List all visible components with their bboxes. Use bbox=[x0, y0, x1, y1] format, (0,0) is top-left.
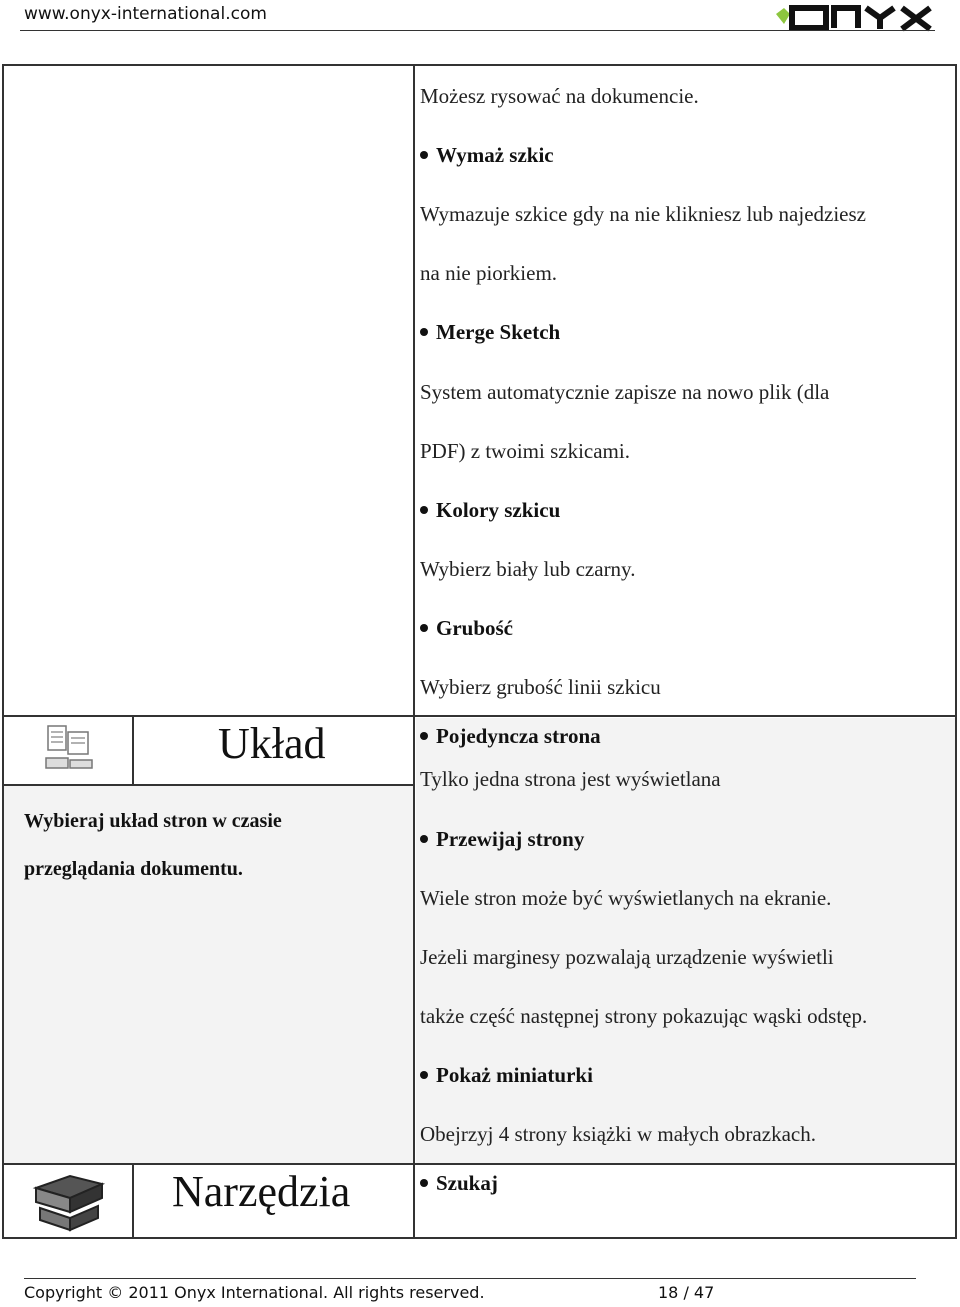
footer-page-number: 18 / 47 bbox=[658, 1283, 715, 1302]
bullet-icon bbox=[420, 732, 428, 740]
sketch-colors-desc: Wybierz biały lub czarny. bbox=[420, 557, 636, 581]
header-divider bbox=[20, 30, 935, 31]
merge-sketch-desc-1: System automatycznie zapisze na nowo plik (dla bbox=[420, 380, 830, 404]
bullet-erase-sketch: Wymaż szkic bbox=[420, 143, 554, 168]
layout-pages-icon bbox=[44, 724, 96, 770]
bullet-icon bbox=[420, 624, 428, 632]
bullet-search: Szukaj bbox=[420, 1171, 498, 1196]
layout-section-title: Układ bbox=[218, 719, 326, 768]
layout-desc-line-2: przeglądania dokumentu. bbox=[24, 858, 243, 880]
tools-icon-divider bbox=[132, 1164, 134, 1239]
bullet-thumbnails: Pokaż miniaturki bbox=[420, 1063, 593, 1088]
bullet-merge-sketch: Merge Sketch bbox=[420, 320, 560, 345]
scroll-pages-desc-2: Jeżeli marginesy pozwalają urządzenie wyświetli bbox=[420, 945, 834, 969]
bullet-sketch-colors: Kolory szkicu bbox=[420, 498, 560, 523]
erase-sketch-desc-2: na nie piorkiem. bbox=[420, 261, 558, 285]
thickness-desc: Wybierz grubość linii szkicu bbox=[420, 675, 661, 699]
layout-icon-divider bbox=[132, 716, 134, 784]
onyx-logo bbox=[770, 2, 940, 32]
merge-sketch-desc-2: PDF) z twoimi szkicami. bbox=[420, 439, 630, 463]
tools-section-title: Narzędzia bbox=[172, 1167, 351, 1216]
bullet-icon bbox=[420, 1071, 428, 1079]
layout-desc-shade bbox=[4, 786, 414, 1164]
scroll-pages-desc-3: także część następnej strony pokazując wąski odstęp. bbox=[420, 1004, 868, 1028]
bullet-icon bbox=[420, 328, 428, 336]
scroll-pages-desc-1: Wiele stron może być wyświetlanych na ekranie. bbox=[420, 886, 832, 910]
footer-divider bbox=[24, 1278, 916, 1279]
bullet-thickness: Grubość bbox=[420, 616, 513, 641]
sketch-intro: Możesz rysować na dokumencie. bbox=[420, 84, 699, 108]
bullet-icon bbox=[420, 151, 428, 159]
erase-sketch-desc-1: Wymazuje szkice gdy na nie klikniesz lub najedziesz bbox=[420, 202, 866, 226]
bullet-icon bbox=[420, 1179, 428, 1187]
single-page-desc: Tylko jedna strona jest wyświetlana bbox=[420, 767, 721, 791]
footer-copyright: Copyright © 2011 Onyx International. All rights reserved. bbox=[24, 1283, 485, 1302]
tools-row-top bbox=[2, 1163, 957, 1165]
bullet-scroll-pages: Przewijaj strony bbox=[420, 827, 584, 852]
layout-row-top bbox=[2, 715, 957, 717]
thumbnails-desc: Obejrzyj 4 strony książki w małych obrazkach. bbox=[420, 1122, 816, 1146]
layout-desc-line-1: Wybieraj układ stron w czasie bbox=[24, 810, 282, 832]
table-col-divider bbox=[413, 64, 415, 1239]
bullet-icon bbox=[420, 835, 428, 843]
tools-books-icon bbox=[30, 1168, 106, 1234]
bullet-single-page: Pojedyncza strona bbox=[420, 724, 601, 749]
bullet-icon bbox=[420, 506, 428, 514]
layout-title-bottom bbox=[2, 784, 415, 786]
header-url: www.onyx-international.com bbox=[24, 4, 267, 24]
